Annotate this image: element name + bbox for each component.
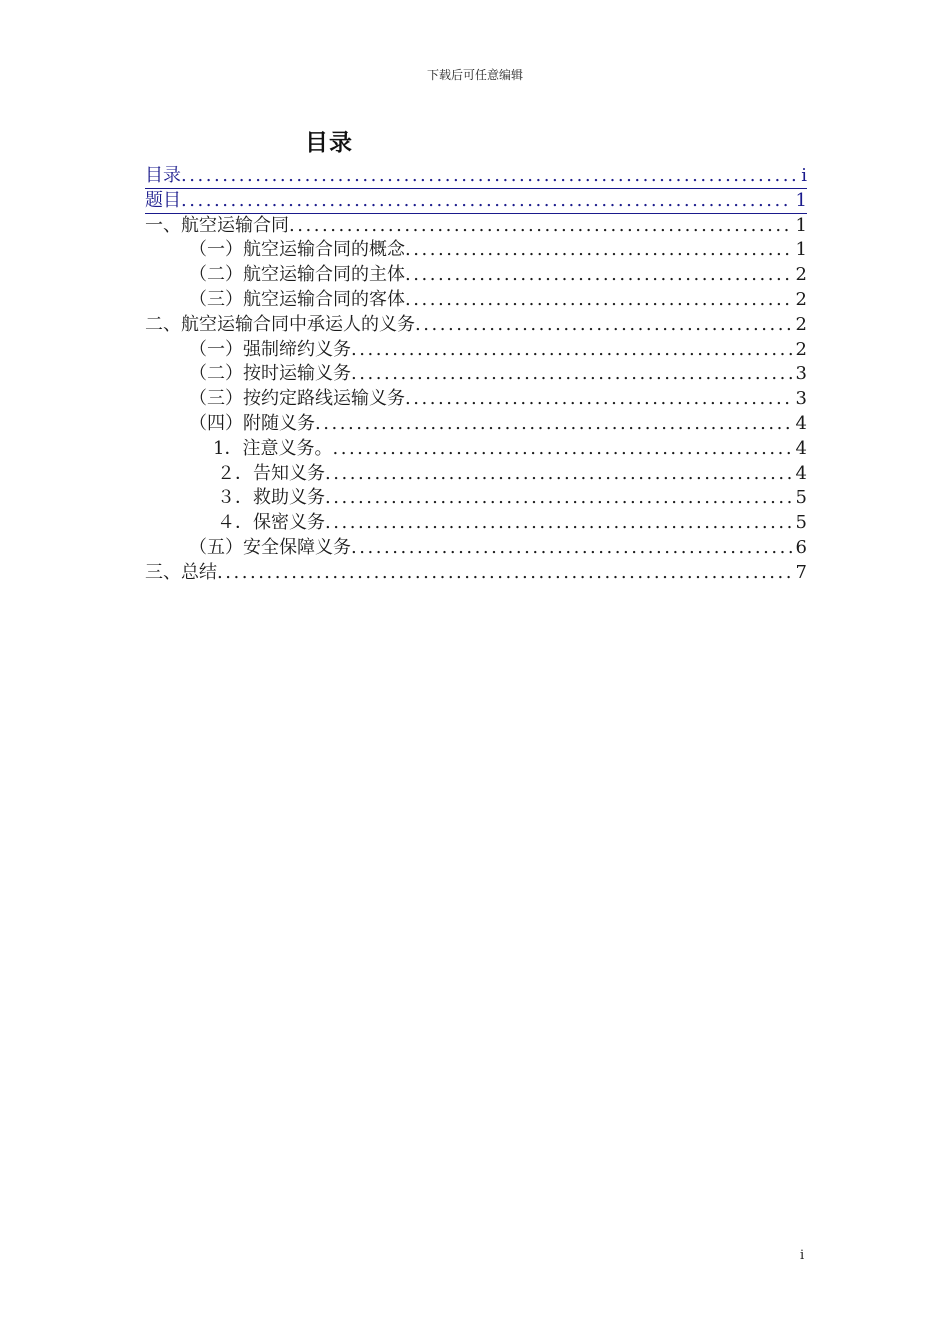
toc-entry-label: （三）航空运输合同的客体 [189,288,405,310]
toc-entry-page: 2 [792,338,807,363]
toc-entry-page: 5 [792,511,807,536]
toc-entry-page: 1 [792,189,807,214]
toc-entry [145,288,807,313]
table-of-contents [145,164,807,586]
toc-title: 目录 [305,130,353,156]
toc-entry-label: 三、总结 [145,561,217,583]
toc-entry-page: i [797,164,807,189]
toc-entry-page: 4 [792,462,807,487]
toc-entry-label: （三）按约定路线运输义务 [189,388,405,410]
toc-entry-page: 3 [792,362,807,387]
footer-page-number: i [800,1248,805,1263]
toc-entry [145,362,807,387]
toc-entry-label: 1．注意义务。 [213,437,333,459]
toc-entry [145,387,807,412]
toc-entry-page: 7 [792,561,807,586]
toc-entry[interactable] [145,189,807,214]
toc-entry-page: 2 [792,288,807,313]
toc-entry-label: （二）按时运输义务 [189,363,351,385]
toc-entry [145,437,807,462]
toc-entry-page: 4 [792,412,807,437]
toc-entry [145,511,807,536]
toc-entry-label: 题目 [145,189,181,211]
toc-entry-page: 5 [792,486,807,511]
toc-entry [145,412,807,437]
toc-entry [145,263,807,288]
toc-entry-page: 2 [792,313,807,338]
toc-entry [145,486,807,511]
toc-entry-label: ３．救助义务 [217,487,325,509]
header-note: 下载后可任意编辑 [426,68,523,82]
toc-entry-label: 目录 [145,165,181,186]
toc-entry-label: ２．告知义务 [217,462,325,484]
toc-entry-label: （一）航空运输合同的概念 [189,239,405,261]
toc-entry-page: 6 [792,536,807,561]
toc-entry-label: （四）附随义务 [189,412,315,434]
toc-entry-page: 1 [792,214,807,239]
toc-entry-label: 二、航空运输合同中承运人的义务 [145,313,415,335]
toc-entry-page: 3 [792,387,807,412]
toc-entry-page: 2 [792,263,807,288]
toc-entry [145,338,807,363]
toc-entry [145,561,807,586]
toc-entry[interactable] [145,164,807,189]
toc-entry-label: （五）安全保障义务 [189,536,351,558]
toc-entry-label: 一、航空运输合同 [145,214,289,236]
toc-entry [145,313,807,338]
toc-entry [145,462,807,487]
toc-entry-label: ４．保密义务 [217,512,325,534]
toc-entry [145,214,807,239]
toc-entry [145,238,807,263]
toc-entry-page: 1 [792,238,807,263]
toc-entry-label: （二）航空运输合同的主体 [189,264,405,286]
toc-entry-page: 4 [792,437,807,462]
toc-entry-label: （一）强制缔约义务 [189,338,351,360]
toc-entry [145,536,807,561]
